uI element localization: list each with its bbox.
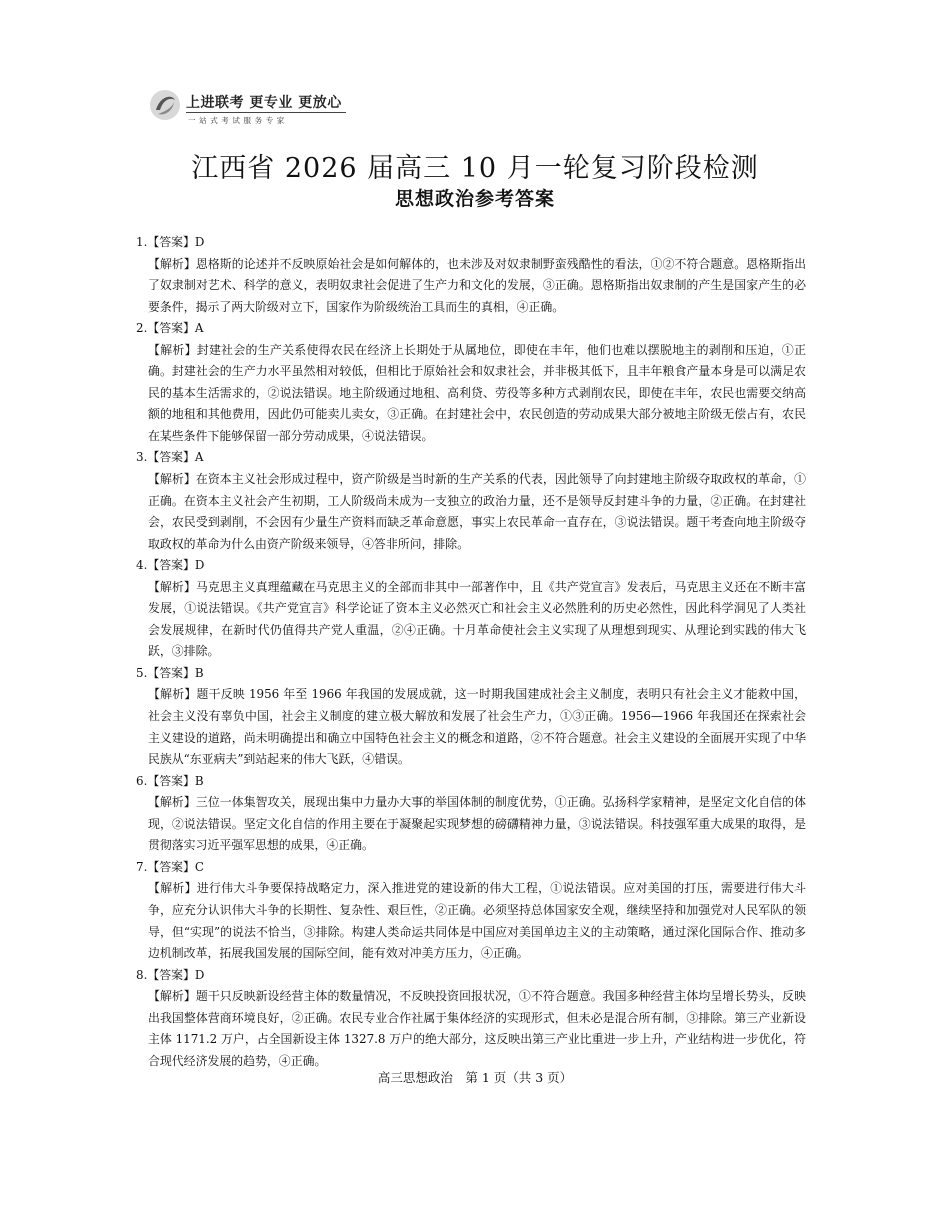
question-item-4 bbox=[136, 555, 806, 663]
answer-key: 3.【答案】A bbox=[136, 450, 204, 465]
answer-analysis: 【解析】进行伟大斗争要保持战略定力，深入推进党的建设新的伟大工程，①说法错误。应对美国的打压，需要进行伟大斗争，应充分认识伟大斗争的长期性、复杂性、艰巨性，②正确。必须坚持总体国家安全观，继续坚持和加强党对人民军队的领导，但“实现”的说法不恰当，③排除。构建人类命运共同体是中国应对美国单边主义的主动策略，通过深化国际合作、推动多边机制改革，拓展我国发展的国际空间，能有效对冲美方压力，④正确。 bbox=[148, 881, 806, 961]
answer-key: 5.【答案】B bbox=[136, 665, 204, 680]
answer-analysis: 【解析】三位一体集智攻关，展现出集中力量办大事的举国体制的制度优势，①正确。弘扬科学家精神，是坚定文化自信的体现，②说法错误。坚定文化自信的作用主要在于凝聚起实现梦想的磅礴精神力量，③说法错误。科技强军重大成果的取得，是贯彻落实习近平强军思想的成果，④正确。 bbox=[148, 795, 806, 853]
answer-key: 8.【答案】D bbox=[136, 967, 205, 982]
page-title: 江西省 2026 届高三 10 月一轮复习阶段检测 bbox=[191, 153, 759, 184]
question-item-7 bbox=[136, 857, 806, 965]
answer-key: 2.【答案】A bbox=[136, 321, 204, 336]
answer-analysis: 【解析】马克思主义真理蕴藏在马克思主义的全部而非其中一部著作中，且《共产党宣言》发表后，马克思主义还在不断丰富发展，①说法错误。《共产党宣言》科学论证了资本主义必然灭亡和社会主义必然胜利的历史必然性，因此科学洞见了人类社会发展规律，在新时代仍值得共产党人重温，②④正确。十月革命使社会主义实现了从理想到现实、从理论到实践的伟大飞跃，③排除。 bbox=[148, 579, 806, 659]
answer-analysis: 【解析】题干只反映新设经营主体的数量情况，不反映投资回报状况，①不符合题意。我国多种经营主体均呈增长势头，反映出我国整体营商环境良好，②正确。农民专业合作社属于集体经济的实现形式，但未必是混合所有制，③排除。第三产业新设主体 1171.2 万户，占全国新设主体 1327.8 万户的绝大部分，这反映出第三产业比重进一步上升，产业结构进一步优化，符合现代经济发展的趋势，④正确。 bbox=[148, 989, 806, 1068]
question-item-8 bbox=[136, 965, 806, 1073]
question-item-6 bbox=[136, 771, 806, 857]
brand-slogan: 上进联考 更专业 更放心 bbox=[186, 95, 342, 111]
brand-logo bbox=[148, 88, 388, 138]
question-item-1 bbox=[136, 232, 806, 318]
answer-analysis: 【解析】封建社会的生产关系使得农民在经济上长期处于从属地位，即使在丰年，他们也难以摆脱地主的剥削和压迫，①正确。封建社会的生产力水平虽然相对较低，但相比于原始社会和奴隶社会，并非极其低下，且丰年粮食产量本身是可以满足农民的基本生活需求的，②说法错误。地主阶级通过地租、高利贷、劳役等多种方式剥削农民，即使在丰年，农民也需要交纳高额的地租和其他费用，因此仍可能卖儿卖女，③正确。在封建社会中，农民创造的劳动成果大部分被地主阶级无偿占有，农民在某些条件下能够保留一部分劳动成果，④说法错误。 bbox=[148, 342, 806, 443]
answer-list bbox=[136, 232, 806, 1072]
question-item-2 bbox=[136, 318, 806, 447]
page-footer: 高三思想政治 第 1 页（共 3 页） bbox=[377, 1070, 573, 1085]
answer-key: 1.【答案】D bbox=[136, 235, 205, 249]
question-item-5 bbox=[136, 663, 806, 771]
answer-key: 4.【答案】D bbox=[136, 558, 205, 573]
brand-logo-icon bbox=[148, 88, 182, 122]
answer-analysis: 【解析】在资本主义社会形成过程中，资产阶级是当时新的生产关系的代表，因此领导了向封建地主阶级夺取政权的革命，①正确。在资本主义社会产生初期，工人阶级尚未成为一支独立的政治力量，还不是领导反封建斗争的力量，②正确。在封建社会，农民受到剥削，不会因有少量生产资料而缺乏革命意愿，事实上农民革命一直存在，③说法错误。题干考查向地主阶级夺取政权的革命为什么由资产阶级来领导，④答非所问，排除。 bbox=[148, 472, 806, 551]
brand-divider bbox=[186, 112, 346, 113]
page-subtitle: 思想政治参考答案 bbox=[394, 188, 555, 210]
answer-key: 7.【答案】C bbox=[136, 859, 205, 874]
answer-analysis: 【解析】题干反映 1956 年至 1966 年我国的发展成就，这一时期我国建成社会主义制度，表明只有社会主义才能救中国，社会主义没有辜负中国，社会主义制度的建立极大解放和发展了社会生产力，①③正确。1956—1966 年我国还在探索社会主义建设的道路，尚未明确提出和确立中国特色社会主义的概念和道路，②不符合题意。社会主义建设的全面展开实现了中华民族从“东亚病夫”到站起来的伟大飞跃，④错误。 bbox=[148, 687, 806, 767]
answer-key: 6.【答案】B bbox=[136, 773, 204, 788]
question-item-3 bbox=[136, 447, 806, 555]
brand-tagline: 一站式考试服务专家 bbox=[188, 116, 288, 125]
answer-analysis: 【解析】恩格斯的论述并不反映原始社会是如何解体的，也未涉及对奴隶制野蛮残酷性的看法，①②不符合题意。恩格斯指出了奴隶制对艺术、科学的意义，表明奴隶社会促进了生产力和文化的发展，③正确。恩格斯指出奴隶制的产生是国家产生的必要条件，揭示了两大阶级对立下，国家作为阶级统治工具而生的真相，④正确。 bbox=[148, 256, 806, 314]
